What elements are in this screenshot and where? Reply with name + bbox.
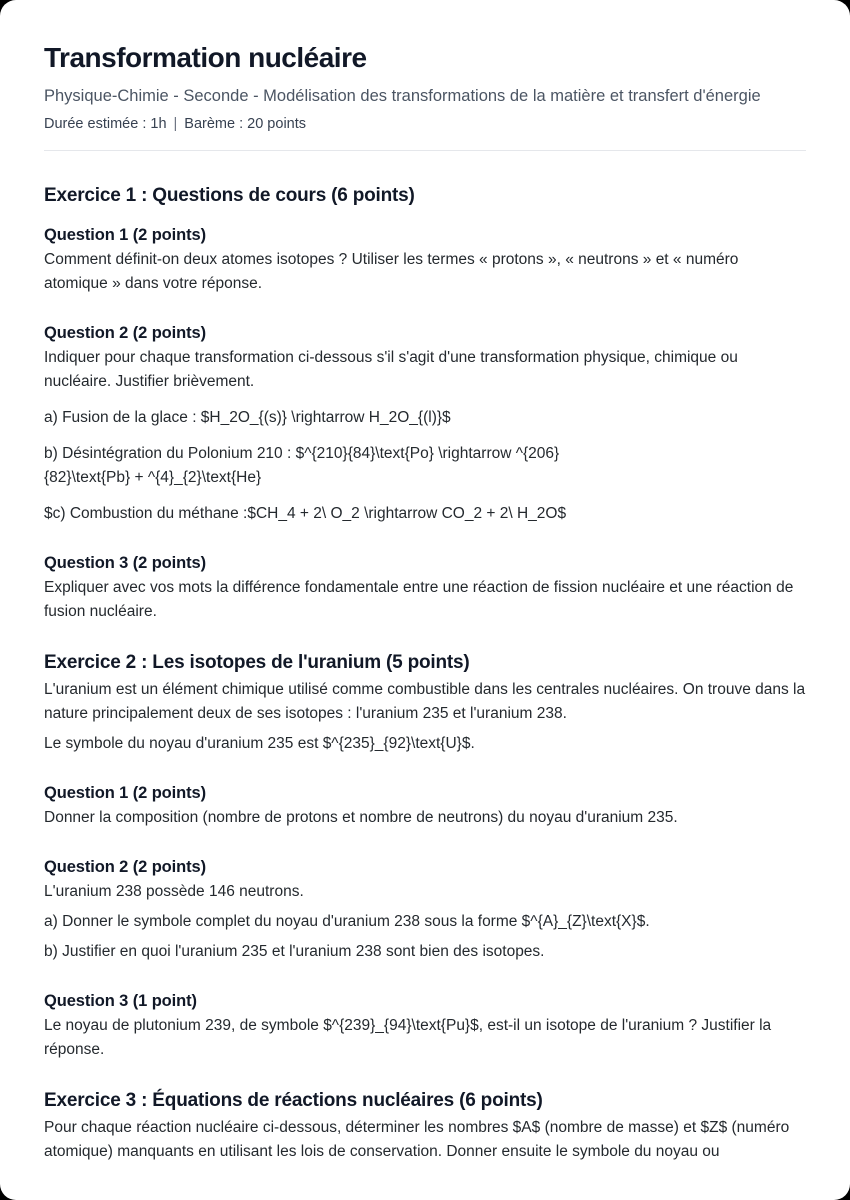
header-divider	[44, 150, 806, 151]
exercise-3-intro: Pour chaque réaction nucléaire ci-dessous, déterminer les nombres $A$ (nombre de masse) et $Z$ (numéro atomique) manquants en utilisant les lois de conservation. Donner ensuite le symbole du noyau ou	[44, 1119, 790, 1160]
exercise-1-question-2-item-c: $c) Combustion du méthane :$CH_4 + 2\ O_2 \rightarrow CO_2 + 2\ H_2O$	[44, 505, 567, 522]
exercise-2-intro-1: L'uranium est un élément chimique utilisé comme combustible dans les centrales nucléaires. On trouve dans la nature principalement deux de ses isotopes : l'uranium 235 et l'uranium 238.	[44, 681, 806, 722]
exercise-1-question-1-heading: Question 1 (2 points)	[44, 226, 206, 244]
exercise-2-question-2-item-b: b) Justifier en quoi l'uranium 235 et l'uranium 238 sont bien des isotopes.	[44, 943, 545, 960]
exercise-1-heading: Exercice 1 : Questions de cours (6 points)	[44, 185, 415, 206]
exercise-2-intro-2: Le symbole du noyau d'uranium 235 est $^{235}_{92}\text{U}$.	[44, 735, 475, 752]
item-b-line-2: {82}\text{Pb} + ^{4}_{2}\text{He}	[44, 469, 262, 486]
exercise-1-question-2-heading: Question 2 (2 points)	[44, 324, 206, 342]
exercise-2-heading: Exercice 2 : Les isotopes de l'uranium (5 points)	[44, 652, 470, 673]
exam-subtitle: Physique-Chimie - Seconde - Modélisation des transformations de la matière et transfert d'énergie	[44, 87, 761, 105]
exercise-1-question-2-item-b	[44, 442, 806, 490]
exercise-1-question-3-heading: Question 3 (2 points)	[44, 554, 206, 572]
exercise-2-question-3-text: Le noyau de plutonium 239, de symbole $^{239}_{94}\text{Pu}$, est-il un isotope de l'uranium ? Justifier la réponse.	[44, 1017, 772, 1058]
exam-meta	[44, 114, 806, 134]
exam-duration: Durée estimée : 1h	[44, 116, 167, 132]
exercise-3-heading: Exercice 3 : Équations de réactions nucléaires (6 points)	[44, 1090, 543, 1111]
exercise-2-question-2-item-a: a) Donner le symbole complet du noyau d'uranium 238 sous la forme $^{A}_{Z}\text{X}$.	[44, 913, 650, 930]
exercise-1-question-2-text: Indiquer pour chaque transformation ci-dessous s'il s'agit d'une transformation physique, chimique ou nucléaire. Justifier brièvement.	[44, 349, 738, 390]
exercise-1-question-2-item-a: a) Fusion de la glace : $H_2O_{(s)} \rightarrow H_2O_{(l)}$	[44, 409, 451, 426]
item-b-line-1: b) Désintégration du Polonium 210 : $^{210}{84}\text{Po} \rightarrow ^{206}	[44, 445, 560, 462]
exercise-2-question-2-text: L'uranium 238 possède 146 neutrons.	[44, 883, 304, 900]
exercise-2-question-1-heading: Question 1 (2 points)	[44, 784, 206, 802]
exercise-1-question-1-text: Comment définit-on deux atomes isotopes ? Utiliser les termes « protons », « neutrons » et « numéro atomique » dans votre réponse.	[44, 251, 739, 292]
exercise-1-question-3-text: Expliquer avec vos mots la différence fondamentale entre une réaction de fission nucléaire et une réaction de fusion nucléaire.	[44, 579, 794, 620]
exam-grading: Barème : 20 points	[184, 116, 307, 132]
page-title: Transformation nucléaire	[44, 42, 367, 73]
exercise-2-question-3-heading: Question 3 (1 point)	[44, 992, 197, 1010]
exercise-2-question-2-heading: Question 2 (2 points)	[44, 858, 206, 876]
exercise-2-question-1-text: Donner la composition (nombre de protons et nombre de neutrons) du noyau d'uranium 235.	[44, 809, 678, 826]
meta-separator: |	[173, 116, 178, 132]
